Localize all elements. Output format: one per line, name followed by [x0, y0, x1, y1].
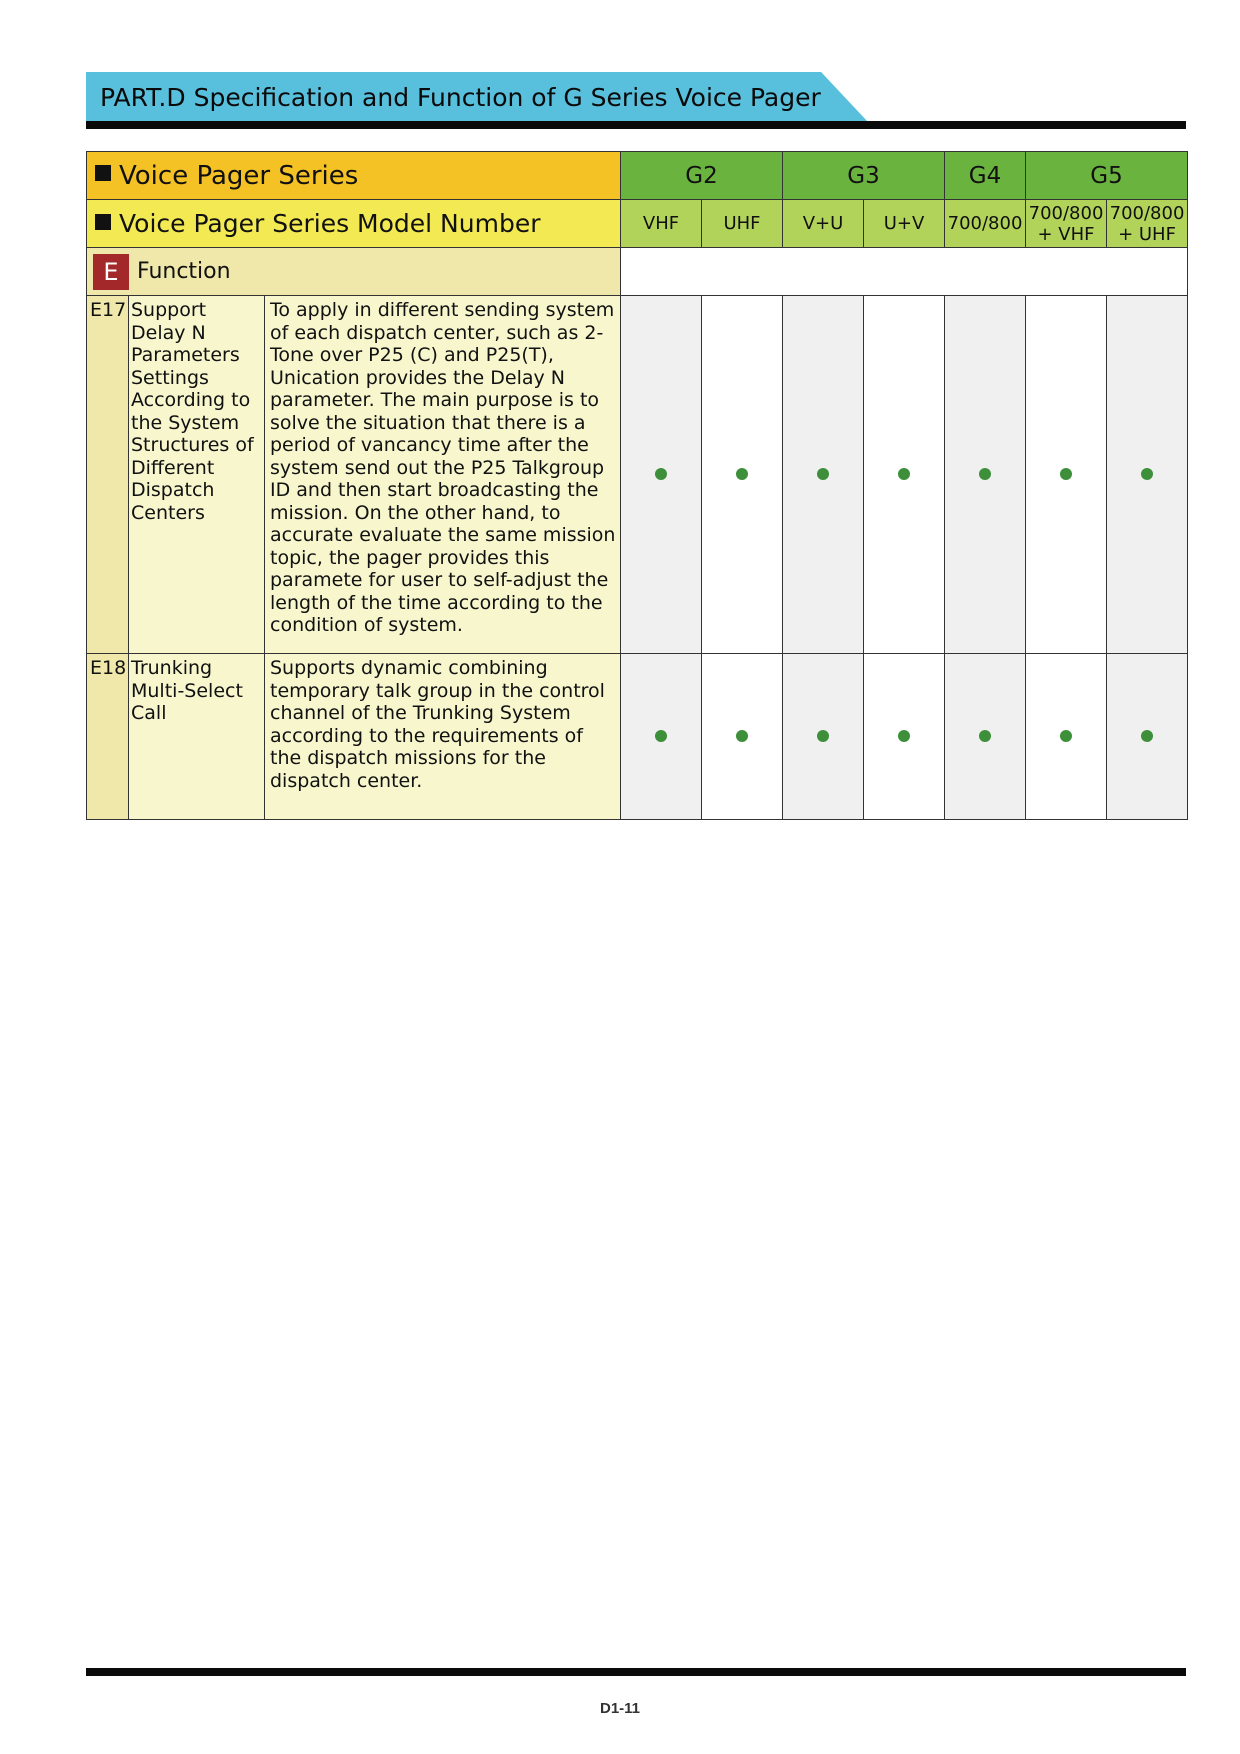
support-cell — [702, 296, 783, 654]
supported-dot-icon — [1060, 468, 1072, 480]
series-row — [87, 152, 1188, 200]
footer-divider — [86, 1668, 1186, 1676]
model-uhf: UHF — [702, 200, 783, 248]
square-bullet-icon — [95, 214, 111, 230]
model-vhf: VHF — [621, 200, 702, 248]
model-row — [87, 200, 1188, 248]
support-cell — [945, 654, 1026, 820]
supported-dot-icon — [1141, 730, 1153, 742]
section-blank — [621, 248, 1188, 296]
supported-dot-icon — [898, 730, 910, 742]
table-row — [87, 654, 1188, 820]
row-id: E17 — [87, 296, 129, 654]
model-700-800: 700/800 — [945, 200, 1026, 248]
support-cell — [783, 654, 864, 820]
model-label: Voice Pager Series Model Number — [119, 209, 541, 238]
support-cell — [1026, 296, 1107, 654]
row-name: Support Delay N Parameters Settings According to the System Structures of Different Dispatch Centers — [129, 296, 265, 654]
supported-dot-icon — [1141, 468, 1153, 480]
supported-dot-icon — [817, 730, 829, 742]
header-divider — [86, 121, 1186, 129]
model-header — [87, 200, 621, 248]
row-description: To apply in different sending system of each dispatch center, such as 2-Tone over P25 (C) and P25(T), Unication provides the Delay N parameter. The main purpose is to solve the situation that there is a period of vancancy time after the system send out the P25 Talkgroup ID and then start broadcasting the mission. On the other hand, to accurate evaluate the same mission topic, the pager provides this paramete for user to self-adjust the length of the time according to the condition of system. — [265, 296, 621, 654]
supported-dot-icon — [655, 730, 667, 742]
row-id: E18 — [87, 654, 129, 820]
model-700-800-uhf: 700/800 + UHF — [1107, 200, 1188, 248]
group-g4: G4 — [945, 152, 1026, 200]
page-title: PART.D Specification and Function of G Series Voice Pager — [100, 83, 821, 112]
support-cell — [1107, 296, 1188, 654]
section-header — [87, 248, 621, 296]
group-g5: G5 — [1026, 152, 1188, 200]
group-g3: G3 — [783, 152, 945, 200]
row-description: Supports dynamic combining temporary talk group in the control channel of the Trunking System according to the requirements of the dispatch missions for the dispatch center. — [265, 654, 621, 820]
section-row — [87, 248, 1188, 296]
supported-dot-icon — [979, 730, 991, 742]
support-cell — [864, 296, 945, 654]
support-cell — [1107, 654, 1188, 820]
row-name: Trunking Multi-Select Call — [129, 654, 265, 820]
supported-dot-icon — [736, 730, 748, 742]
support-cell — [621, 654, 702, 820]
supported-dot-icon — [817, 468, 829, 480]
model-v-plus-u: V+U — [783, 200, 864, 248]
series-label: Voice Pager Series — [119, 160, 359, 191]
support-cell — [1026, 654, 1107, 820]
support-cell — [621, 296, 702, 654]
section-badge: E — [93, 254, 129, 290]
supported-dot-icon — [655, 468, 667, 480]
model-700-800-vhf: 700/800 + VHF — [1026, 200, 1107, 248]
support-cell — [702, 654, 783, 820]
section-label: Function — [137, 258, 231, 284]
group-g2: G2 — [621, 152, 783, 200]
supported-dot-icon — [979, 468, 991, 480]
support-cell — [864, 654, 945, 820]
support-cell — [945, 296, 1026, 654]
series-header — [87, 152, 621, 200]
table-row — [87, 296, 1188, 654]
supported-dot-icon — [1060, 730, 1072, 742]
support-cell — [783, 296, 864, 654]
model-u-plus-v: U+V — [864, 200, 945, 248]
supported-dot-icon — [736, 468, 748, 480]
supported-dot-icon — [898, 468, 910, 480]
page-number: D1-11 — [599, 1700, 641, 1717]
spec-table — [86, 151, 1188, 820]
square-bullet-icon — [95, 165, 111, 181]
